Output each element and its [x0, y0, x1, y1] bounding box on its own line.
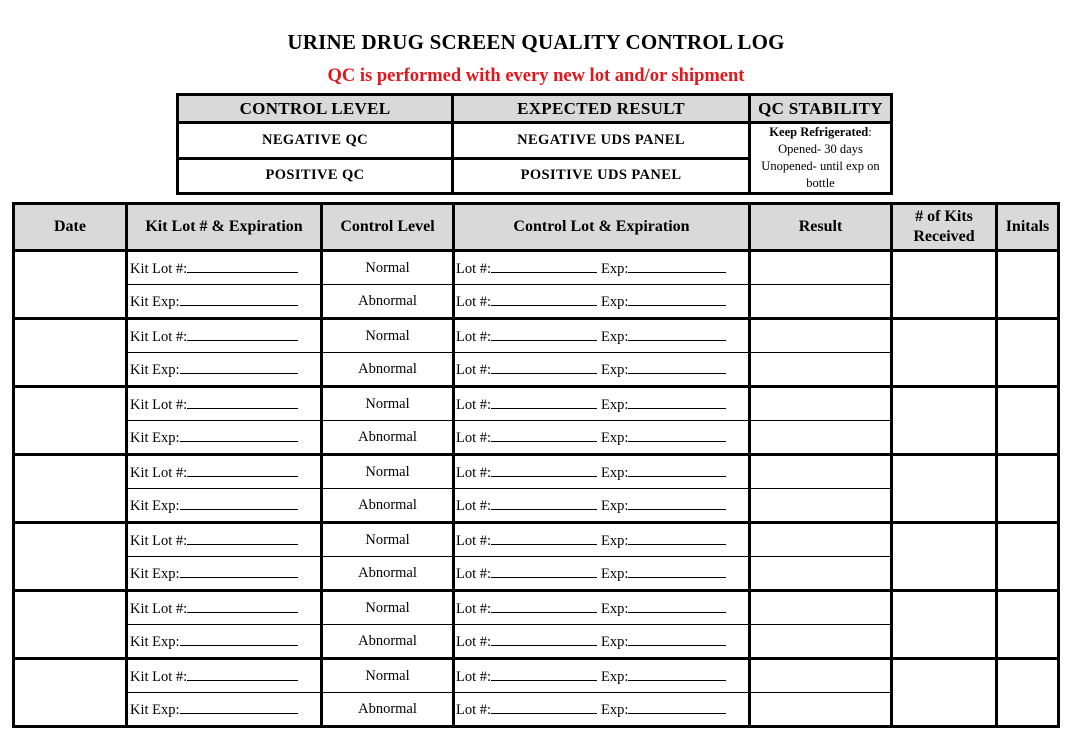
- kit-lot-blank[interactable]: [187, 530, 298, 545]
- level-normal: Normal: [365, 463, 410, 480]
- control-lot-cell[interactable]: [454, 659, 750, 693]
- result-cell[interactable]: [750, 319, 892, 353]
- log-row: [14, 523, 1059, 557]
- exp-blank[interactable]: [628, 666, 726, 681]
- col-header-kit: Kit Lot # & Expiration: [127, 204, 322, 251]
- lot-blank[interactable]: [491, 631, 597, 646]
- control-level-cell: [322, 319, 454, 353]
- qc-info-table: [176, 93, 893, 195]
- exp-blank[interactable]: [628, 699, 726, 714]
- exp-blank[interactable]: [628, 563, 726, 578]
- kit-exp-label: Kit Exp:: [130, 634, 180, 650]
- lot-blank[interactable]: [491, 530, 597, 545]
- lot-label: Lot #:: [456, 702, 492, 718]
- lot-label: Lot #:: [456, 634, 492, 650]
- control-level-cell: [322, 285, 454, 319]
- lot-label: Lot #:: [456, 533, 492, 549]
- kit-exp-cell[interactable]: [127, 693, 322, 727]
- date-cell[interactable]: [14, 659, 127, 727]
- kit-lot-cell[interactable]: [127, 251, 322, 285]
- kit-exp-blank[interactable]: [180, 495, 298, 510]
- control-lot-cell[interactable]: [454, 557, 750, 591]
- exp-label: Exp:: [601, 702, 629, 718]
- result-cell[interactable]: [750, 659, 892, 693]
- lot-label: Lot #:: [456, 294, 492, 310]
- header-qc-stability: QC STABILITY: [750, 95, 892, 123]
- lot-blank[interactable]: [491, 462, 597, 477]
- level-abnormal: Abnormal: [358, 496, 417, 513]
- lot-blank[interactable]: [491, 326, 597, 341]
- kit-lot-blank[interactable]: [187, 462, 298, 477]
- kit-lot-label: Kit Lot #:: [130, 261, 188, 277]
- lot-blank[interactable]: [491, 394, 597, 409]
- kit-lot-label: Kit Lot #:: [130, 329, 188, 345]
- control-lot-cell[interactable]: [454, 625, 750, 659]
- exp-label: Exp:: [601, 397, 629, 413]
- control-level-cell: [322, 251, 454, 285]
- exp-label: Exp:: [601, 669, 629, 685]
- result-cell[interactable]: [750, 591, 892, 625]
- negative-qc-level: NEGATIVE QC: [178, 123, 453, 159]
- initials-cell[interactable]: [997, 523, 1059, 591]
- lot-blank[interactable]: [491, 598, 597, 613]
- date-cell[interactable]: [14, 523, 127, 591]
- kit-exp-blank[interactable]: [180, 631, 298, 646]
- kit-lot-cell[interactable]: [127, 387, 322, 421]
- lot-blank[interactable]: [491, 495, 597, 510]
- col-header-control-level: Control Level: [322, 204, 454, 251]
- exp-blank[interactable]: [628, 359, 726, 374]
- initials-cell[interactable]: [997, 659, 1059, 727]
- control-lot-cell[interactable]: [454, 455, 750, 489]
- exp-label: Exp:: [601, 465, 629, 481]
- result-cell[interactable]: [750, 353, 892, 387]
- col-header-date: Date: [14, 204, 127, 251]
- kit-lot-blank[interactable]: [187, 258, 298, 273]
- date-cell[interactable]: [14, 319, 127, 387]
- date-cell[interactable]: [14, 455, 127, 523]
- lot-blank[interactable]: [491, 699, 597, 714]
- kit-lot-cell[interactable]: [127, 659, 322, 693]
- kit-exp-cell[interactable]: [127, 489, 322, 523]
- level-abnormal: Abnormal: [358, 564, 417, 581]
- qc-log-table: [12, 202, 1060, 728]
- control-level-cell: [322, 591, 454, 625]
- level-abnormal: Abnormal: [358, 360, 417, 377]
- stability-keep-colon: :: [868, 125, 872, 139]
- level-abnormal: Abnormal: [358, 700, 417, 717]
- kit-exp-blank[interactable]: [180, 359, 298, 374]
- control-level-cell: [322, 557, 454, 591]
- exp-label: Exp:: [601, 362, 629, 378]
- result-cell[interactable]: [750, 523, 892, 557]
- exp-label: Exp:: [601, 430, 629, 446]
- exp-blank[interactable]: [628, 258, 726, 273]
- qc-stability-cell: [750, 123, 892, 194]
- level-normal: Normal: [365, 327, 410, 344]
- page-title: URINE DRUG SCREEN QUALITY CONTROL LOG: [287, 30, 785, 54]
- exp-label: Exp:: [601, 498, 629, 514]
- result-cell[interactable]: [750, 625, 892, 659]
- stability-opened: Opened- 30 days: [778, 142, 863, 156]
- kit-lot-cell[interactable]: [127, 523, 322, 557]
- log-row: [14, 387, 1059, 421]
- kit-lot-blank[interactable]: [187, 666, 298, 681]
- lot-label: Lot #:: [456, 566, 492, 582]
- lot-blank[interactable]: [491, 359, 597, 374]
- exp-blank[interactable]: [628, 462, 726, 477]
- control-level-cell: [322, 387, 454, 421]
- initials-cell[interactable]: [997, 455, 1059, 523]
- date-cell[interactable]: [14, 591, 127, 659]
- exp-blank[interactable]: [628, 631, 726, 646]
- kit-exp-cell[interactable]: [127, 625, 322, 659]
- kit-lot-blank[interactable]: [187, 598, 298, 613]
- control-lot-cell[interactable]: [454, 523, 750, 557]
- kit-lot-label: Kit Lot #:: [130, 669, 188, 685]
- log-row: [14, 591, 1059, 625]
- exp-blank[interactable]: [628, 394, 726, 409]
- lot-blank[interactable]: [491, 666, 597, 681]
- kit-exp-cell[interactable]: [127, 557, 322, 591]
- lot-label: Lot #:: [456, 465, 492, 481]
- lot-blank[interactable]: [491, 258, 597, 273]
- stability-keep: Keep Refrigerated: [769, 125, 869, 139]
- control-lot-cell[interactable]: [454, 489, 750, 523]
- negative-qc-expected: NEGATIVE UDS PANEL: [453, 123, 750, 159]
- level-normal: Normal: [365, 259, 410, 276]
- level-abnormal: Abnormal: [358, 292, 417, 309]
- exp-label: Exp:: [601, 566, 629, 582]
- col-header-result: Result: [750, 204, 892, 251]
- control-lot-cell[interactable]: [454, 353, 750, 387]
- lot-label: Lot #:: [456, 329, 492, 345]
- lot-label: Lot #:: [456, 261, 492, 277]
- control-level-cell: [322, 353, 454, 387]
- exp-label: Exp:: [601, 329, 629, 345]
- lot-label: Lot #:: [456, 498, 492, 514]
- control-lot-cell[interactable]: [454, 693, 750, 727]
- exp-label: Exp:: [601, 533, 629, 549]
- kit-exp-label: Kit Exp:: [130, 702, 180, 718]
- kit-exp-label: Kit Exp:: [130, 498, 180, 514]
- kit-exp-label: Kit Exp:: [130, 566, 180, 582]
- exp-blank[interactable]: [628, 530, 726, 545]
- kit-lot-cell[interactable]: [127, 455, 322, 489]
- level-abnormal: Abnormal: [358, 632, 417, 649]
- kit-exp-label: Kit Exp:: [130, 362, 180, 378]
- col-header-initials: Initals: [997, 204, 1059, 251]
- kit-exp-label: Kit Exp:: [130, 430, 180, 446]
- lot-label: Lot #:: [456, 430, 492, 446]
- level-normal: Normal: [365, 531, 410, 548]
- kit-lot-label: Kit Lot #:: [130, 465, 188, 481]
- positive-qc-level: POSITIVE QC: [178, 158, 453, 194]
- date-cell[interactable]: [14, 251, 127, 319]
- kit-lot-blank[interactable]: [187, 326, 298, 341]
- initials-cell[interactable]: [997, 319, 1059, 387]
- control-level-cell: [322, 693, 454, 727]
- level-abnormal: Abnormal: [358, 428, 417, 445]
- exp-blank[interactable]: [628, 495, 726, 510]
- control-lot-cell[interactable]: [454, 591, 750, 625]
- lot-label: Lot #:: [456, 669, 492, 685]
- control-level-cell: [322, 489, 454, 523]
- kit-exp-blank[interactable]: [180, 427, 298, 442]
- initials-cell[interactable]: [997, 387, 1059, 455]
- col-header-kits-received: # of Kits Received: [892, 204, 997, 251]
- kit-lot-blank[interactable]: [187, 394, 298, 409]
- result-cell[interactable]: [750, 251, 892, 285]
- log-row: [14, 251, 1059, 285]
- control-lot-cell[interactable]: [454, 251, 750, 285]
- control-level-cell: [322, 659, 454, 693]
- control-level-cell: [322, 421, 454, 455]
- header-control-level: CONTROL LEVEL: [178, 95, 453, 123]
- kits-received-cell[interactable]: [892, 523, 997, 591]
- lot-label: Lot #:: [456, 397, 492, 413]
- log-row: [14, 659, 1059, 693]
- result-cell[interactable]: [750, 693, 892, 727]
- lot-label: Lot #:: [456, 362, 492, 378]
- kit-lot-label: Kit Lot #:: [130, 533, 188, 549]
- header-expected-result: EXPECTED RESULT: [453, 95, 750, 123]
- initials-cell[interactable]: [997, 251, 1059, 319]
- exp-label: Exp:: [601, 261, 629, 277]
- kits-received-cell[interactable]: [892, 659, 997, 727]
- kit-exp-cell[interactable]: [127, 353, 322, 387]
- lot-blank[interactable]: [491, 563, 597, 578]
- control-lot-cell[interactable]: [454, 319, 750, 353]
- lot-blank[interactable]: [491, 291, 597, 306]
- level-normal: Normal: [365, 395, 410, 412]
- kits-received-cell[interactable]: [892, 319, 997, 387]
- kit-lot-label: Kit Lot #:: [130, 601, 188, 617]
- exp-label: Exp:: [601, 601, 629, 617]
- page-subtitle: QC is performed with every new lot and/or shipment: [327, 66, 745, 86]
- result-cell[interactable]: [750, 421, 892, 455]
- kit-lot-cell[interactable]: [127, 591, 322, 625]
- date-cell[interactable]: [14, 387, 127, 455]
- positive-qc-expected: POSITIVE UDS PANEL: [453, 158, 750, 194]
- kits-received-cell[interactable]: [892, 387, 997, 455]
- log-row: [14, 455, 1059, 489]
- lot-blank[interactable]: [491, 427, 597, 442]
- result-cell[interactable]: [750, 387, 892, 421]
- kit-exp-blank[interactable]: [180, 563, 298, 578]
- exp-blank[interactable]: [628, 427, 726, 442]
- kit-exp-blank[interactable]: [180, 699, 298, 714]
- kits-received-cell[interactable]: [892, 591, 997, 659]
- kit-lot-cell[interactable]: [127, 319, 322, 353]
- control-level-cell: [322, 455, 454, 489]
- exp-blank[interactable]: [628, 291, 726, 306]
- kit-lot-label: Kit Lot #:: [130, 397, 188, 413]
- result-cell[interactable]: [750, 455, 892, 489]
- kit-exp-cell[interactable]: [127, 421, 322, 455]
- exp-label: Exp:: [601, 634, 629, 650]
- control-lot-cell[interactable]: [454, 421, 750, 455]
- control-level-cell: [322, 523, 454, 557]
- level-normal: Normal: [365, 667, 410, 684]
- exp-blank[interactable]: [628, 598, 726, 613]
- control-lot-cell[interactable]: [454, 285, 750, 319]
- result-cell[interactable]: [750, 285, 892, 319]
- lot-label: Lot #:: [456, 601, 492, 617]
- result-cell[interactable]: [750, 557, 892, 591]
- exp-label: Exp:: [601, 294, 629, 310]
- exp-blank[interactable]: [628, 326, 726, 341]
- result-cell[interactable]: [750, 489, 892, 523]
- kit-exp-cell[interactable]: [127, 285, 322, 319]
- control-lot-cell[interactable]: [454, 387, 750, 421]
- col-header-control-lot: Control Lot & Expiration: [454, 204, 750, 251]
- level-normal: Normal: [365, 599, 410, 616]
- initials-cell[interactable]: [997, 591, 1059, 659]
- kit-exp-label: Kit Exp:: [130, 294, 180, 310]
- log-row: [14, 319, 1059, 353]
- stability-unopened: Unopened- until exp on bottle: [761, 159, 880, 190]
- kits-received-cell[interactable]: [892, 251, 997, 319]
- control-level-cell: [322, 625, 454, 659]
- kit-exp-blank[interactable]: [180, 291, 298, 306]
- kits-received-cell[interactable]: [892, 455, 997, 523]
